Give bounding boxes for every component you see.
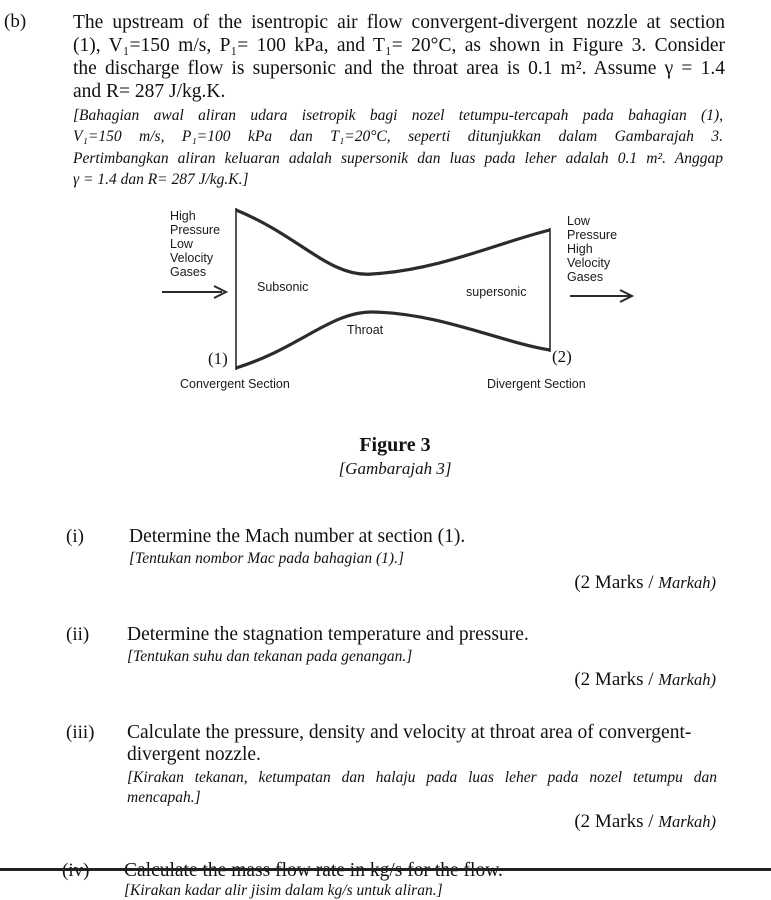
outlet-label-line: Low (567, 214, 590, 228)
question-iii-text-line-2: divergent nozzle. (127, 744, 261, 765)
intro-en-line-1: The upstream of the isentropic air flow convergent-divergent nozzle at section (73, 12, 725, 33)
question-iii-number: (iii) (66, 722, 95, 743)
outlet-label-line: Pressure (567, 228, 618, 242)
figure-subtitle: [Gambarajah 3] (338, 459, 452, 478)
question-ii-number: (ii) (66, 624, 90, 645)
question-iv-number (62, 860, 89, 882)
part-label: (b) (4, 11, 27, 32)
section-2-label: (2) (552, 347, 572, 366)
inlet-label-line: Velocity (170, 251, 214, 265)
nozzle-upper-wall (236, 210, 550, 274)
intro-en-line-4: and R= 287 J/kg.K. (73, 81, 226, 102)
inlet-label (170, 209, 220, 279)
divergent-section-label: Divergent Section (487, 377, 586, 391)
outlet-label (567, 214, 617, 284)
question-iii-ms-line-2: mencapah.] (127, 789, 201, 806)
convergent-section-label: Convergent Section (180, 377, 290, 391)
inlet-label-line: Pressure (170, 223, 221, 237)
question-ii-text: Determine the stagnation temperature and pressure. (127, 624, 529, 645)
inlet-label-line: Gases (170, 265, 207, 279)
figure-title: Figure 3 (359, 434, 431, 456)
question-iv-text (124, 860, 503, 882)
question-i-number: (i) (66, 526, 84, 547)
question-iv-ms: [Kirakan kadar alir jisim dalam kg/s untuk aliran.] (124, 882, 443, 899)
question-iii-text-line-1: Calculate the pressure, density and velocity at throat area of convergent- (127, 722, 692, 743)
supersonic-label: supersonic (466, 285, 527, 299)
intro-ms-line-2: V₁=150 m/s, P₁=100 kPa dan T₁=20°C, seperti ditunjukkan dalam Gambarajah 3. (73, 128, 723, 145)
subsonic-label: Subsonic (257, 280, 309, 294)
question-i-ms: [Tentukan nombor Mac pada bahagian (1).] (129, 550, 404, 567)
question-iii-marks: (2 Marks / Markah) (574, 811, 716, 832)
outlet-label-line: Gases (567, 270, 604, 284)
inlet-label-line: High (170, 209, 196, 223)
intro-en-line-2: (1), V₁=150 m/s, P₁= 100 kPa, and T₁= 20°C, as shown in Figure 3. Consider (73, 35, 725, 56)
question-ii-marks: (2 Marks / Markah) (574, 669, 716, 690)
section-1-label: (1) (208, 349, 228, 368)
nozzle-lower-wall (236, 312, 550, 368)
question-i-marks: (2 Marks / Markah) (574, 572, 716, 593)
question-ii-ms: [Tentukan suhu dan tekanan pada genangan.] (127, 648, 413, 665)
intro-ms-line-4: γ = 1.4 dan R= 287 J/kg.K.] (73, 171, 249, 188)
outlet-label-line: High (567, 242, 593, 256)
throat-label: Throat (347, 323, 384, 337)
nozzle-diagram (0, 0, 771, 420)
intro-ms-line-1: [Bahagian awal aliran udara isetropik bagi nozel tetumpu-tercapah pada bahagian (1), (73, 107, 723, 124)
inlet-label-line: Low (170, 237, 193, 251)
intro-en-line-3: the discharge flow is supersonic and the throat area is 0.1 m². Assume γ = 1.4 (73, 58, 725, 79)
intro-ms-line-3: Pertimbangkan aliran keluaran adalah supersonik dan luas pada leher adalah 0.1 m². Anggap (73, 150, 723, 167)
page-bottom-rule (0, 868, 771, 871)
outlet-label-line: Velocity (567, 256, 611, 270)
question-iii-ms-line-1: [Kirakan tekanan, ketumpatan dan halaju pada luas leher pada nozel tetumpu dan (127, 769, 717, 786)
question-i-text: Determine the Mach number at section (1). (129, 526, 466, 547)
